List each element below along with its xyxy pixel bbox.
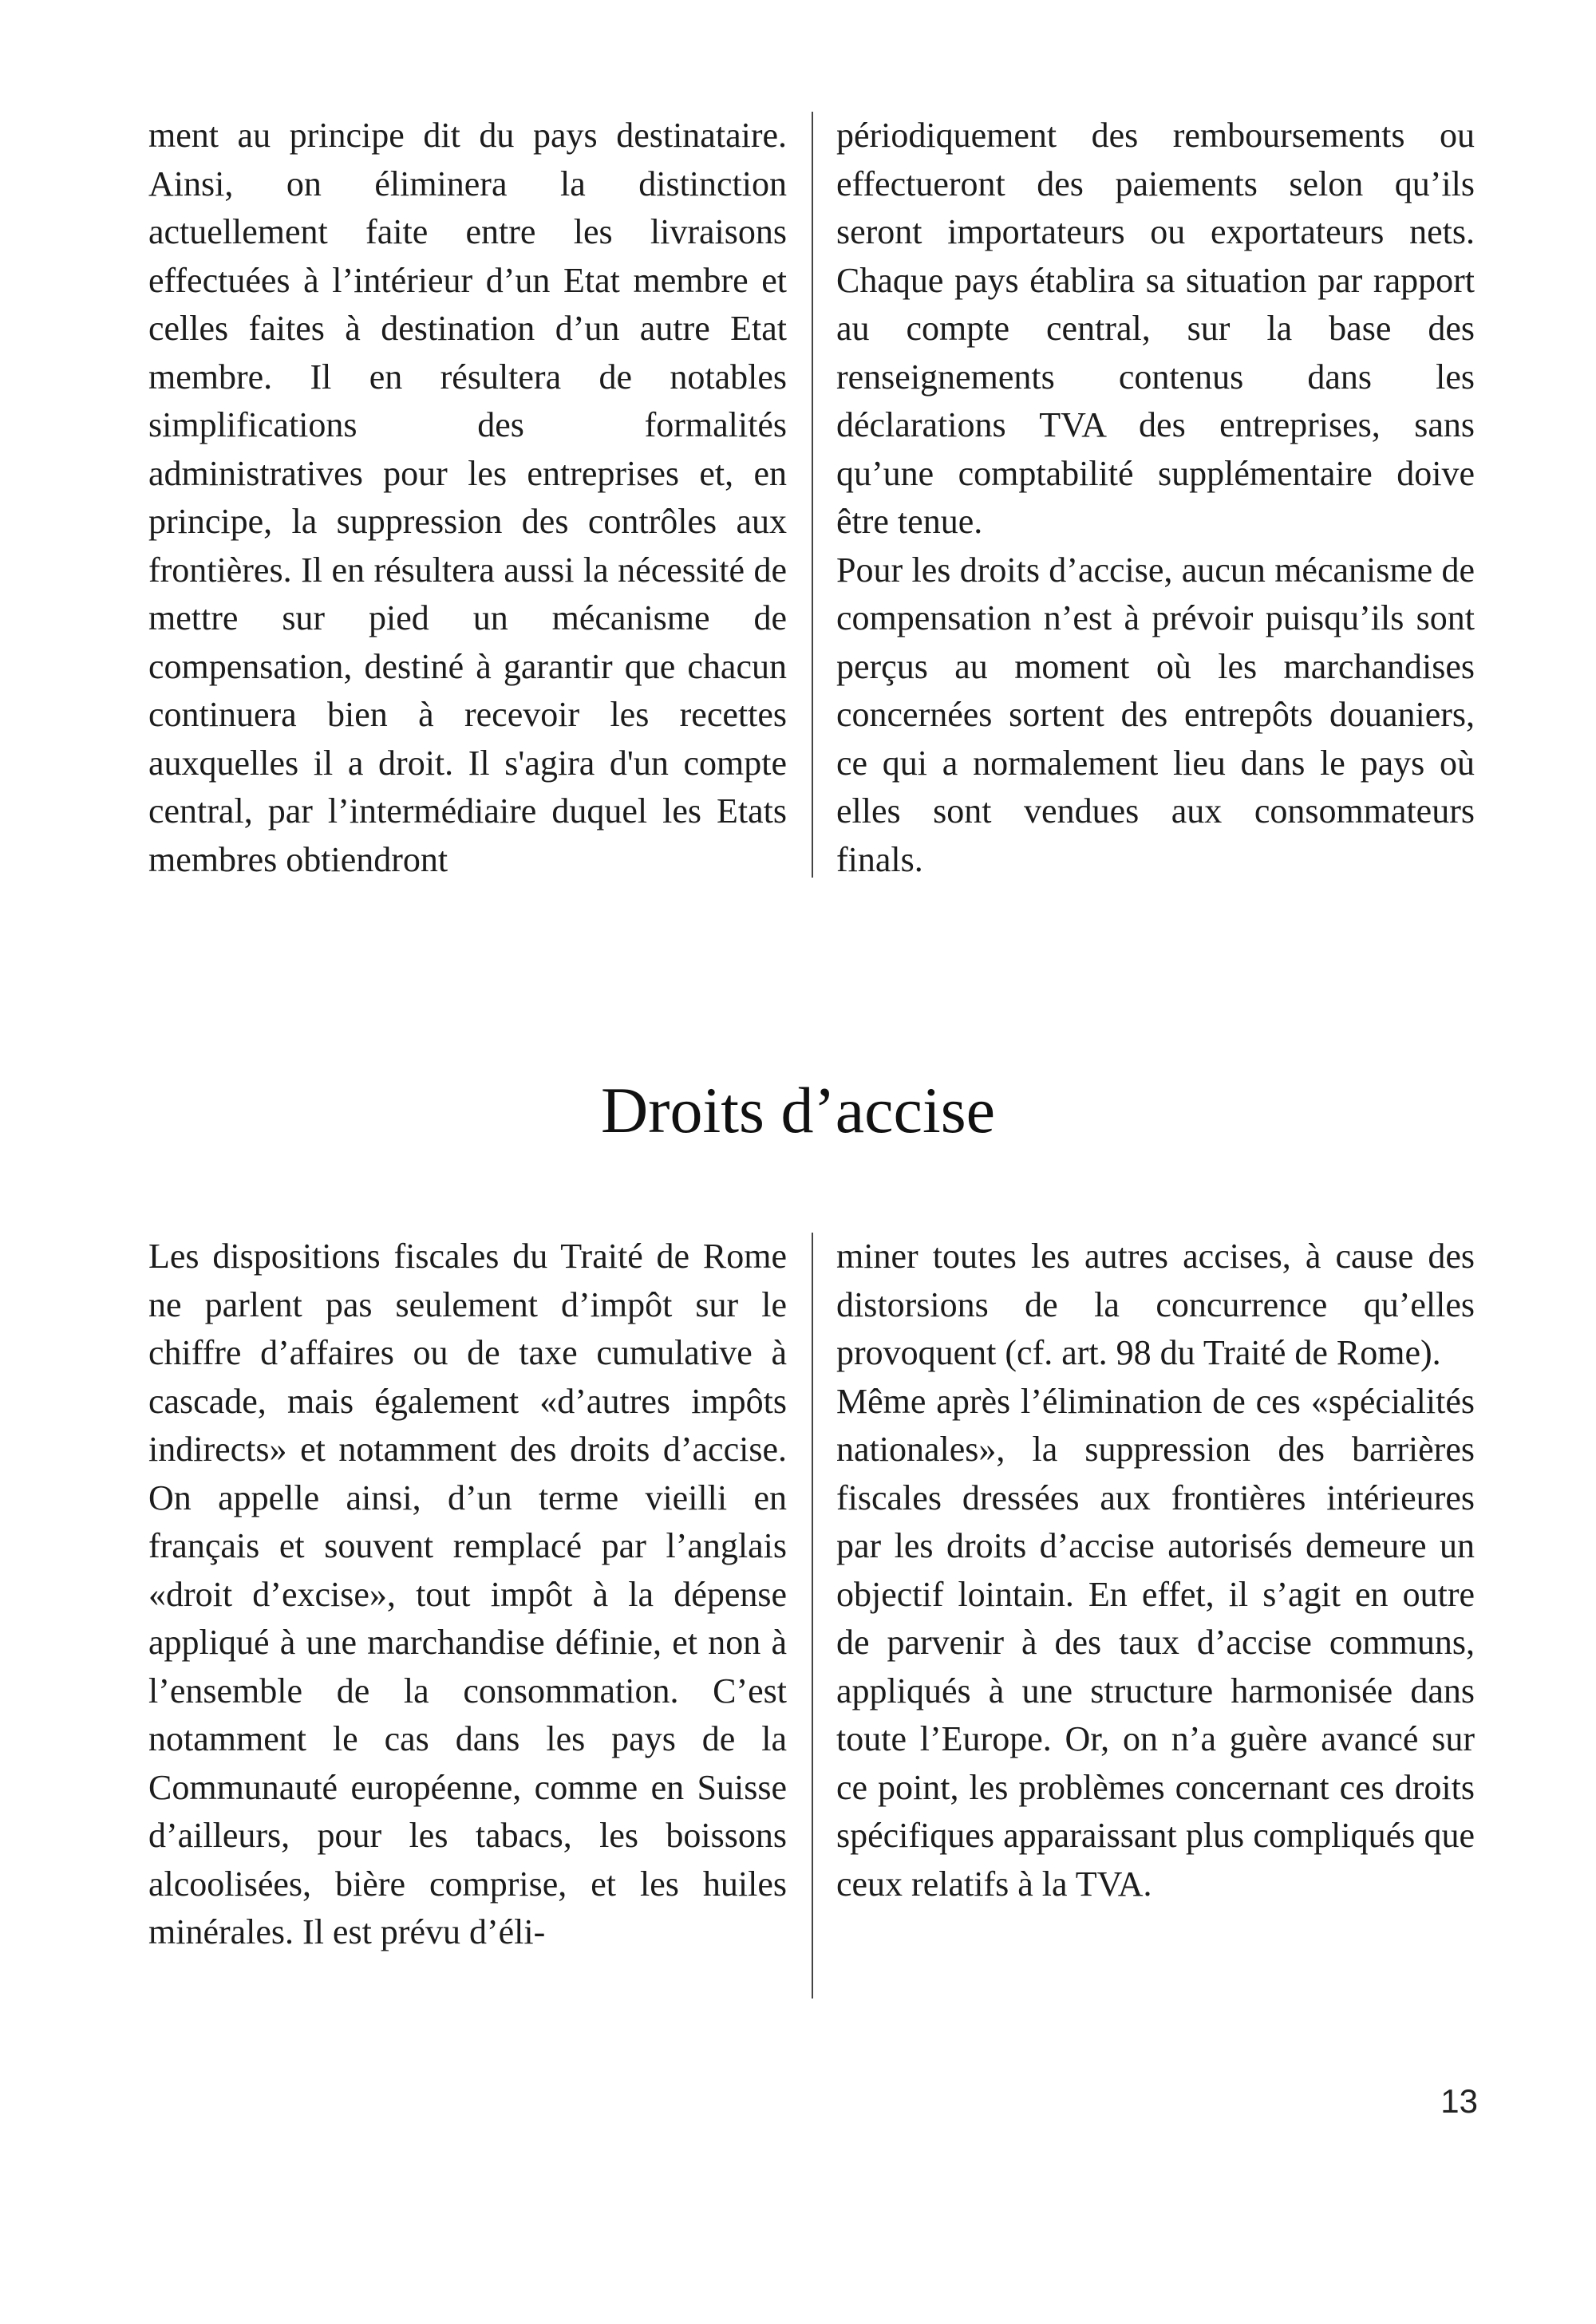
bottom-two-column-section — [148, 1233, 1475, 2006]
bottom-right-column — [836, 1233, 1475, 2006]
top-right-paragraph-2: Pour les droits d’accise, aucun mécanisme de compensation n’est à prévoir puisqu’ils sont perçus au moment où les marchandises concernées sortent des entrepôts douaniers, ce qui a normalement lieu dans le pays où elles sont vendues aux consommateurs finals. — [836, 550, 1475, 879]
top-left-paragraph: ment au principe dit du pays destinataire. Ainsi, on éliminera la distinction actuellement faite entre les livraisons effectuées à l’intérieur d’un Etat membre et celles faites à destination d’un autre Etat membre. Il en résultera de notables simplifications des formalités administratives pour les entreprises et, en principe, la suppression des contrôles aux frontières. Il en résultera aussi la nécessité de mettre sur pied un mécanisme de compensation, destiné à garantir que chacun continuera bien à recevoir les recettes auxquelles il a droit. Il s'agira d'un compte central, par l’intermédiaire duquel les Etats membres obtiendront — [148, 116, 787, 879]
bottom-left-column — [148, 1233, 787, 2006]
top-left-column — [148, 112, 787, 878]
column-divider — [812, 112, 813, 878]
page-number: 13 — [1440, 2082, 1478, 2120]
top-right-column — [836, 112, 1475, 878]
bottom-right-paragraph-1: miner toutes les autres accises, à cause des distorsions de la concurrence qu’elles provoquent (cf. art. 98 du Traité de Rome). — [836, 1237, 1475, 1372]
top-two-column-section — [148, 112, 1475, 878]
bottom-left-paragraph: Les dispositions fiscales du Traité de Rome ne parlent pas seulement d’impôt sur le chiffre d’affaires ou de taxe cumulative à cascade, mais également «d’autres impôts indirects» et notamment des droits d’accise. On appelle ainsi, d’un terme vieilli en français et souvent remplacé par l’anglais «droit d’excise», tout impôt à la dépense appliqué à une marchandise définie, et non à l’ensemble de la consommation. C’est notamment le cas dans les pays de la Communauté européenne, comme en Suisse d’ailleurs, pour les tabacs, les boissons alcoolisées, bière comprise, et les huiles minérales. Il est prévu d’éli- — [148, 1237, 787, 1951]
top-right-paragraph-1: périodiquement des remboursements ou effectueront des paiements selon qu’ils seront importateurs ou exportateurs nets. Chaque pays établira sa situation par rapport au compte central, sur la base des renseignements contenus dans les déclarations TVA des entreprises, sans qu’une comptabilité supplémentaire doive être tenue. — [836, 116, 1475, 541]
column-divider — [812, 1233, 813, 1998]
section-heading: Droits d’accise — [600, 1074, 996, 1146]
bottom-right-paragraph-2: Même après l’élimination de ces «spécialités nationales», la suppression des barrières fiscales dressées aux frontières intérieures par les droits d’accise autorisés demeure un objectif lointain. En effet, il s’agit en outre de parvenir à des taux d’accise communs, appliqués à une structure harmonisée dans toute l’Europe. Or, on n’a guère avancé sur ce point, les problèmes concernant ces droits spécifiques apparaissant plus compliqués que ceux relatifs à la TVA. — [836, 1381, 1475, 1904]
